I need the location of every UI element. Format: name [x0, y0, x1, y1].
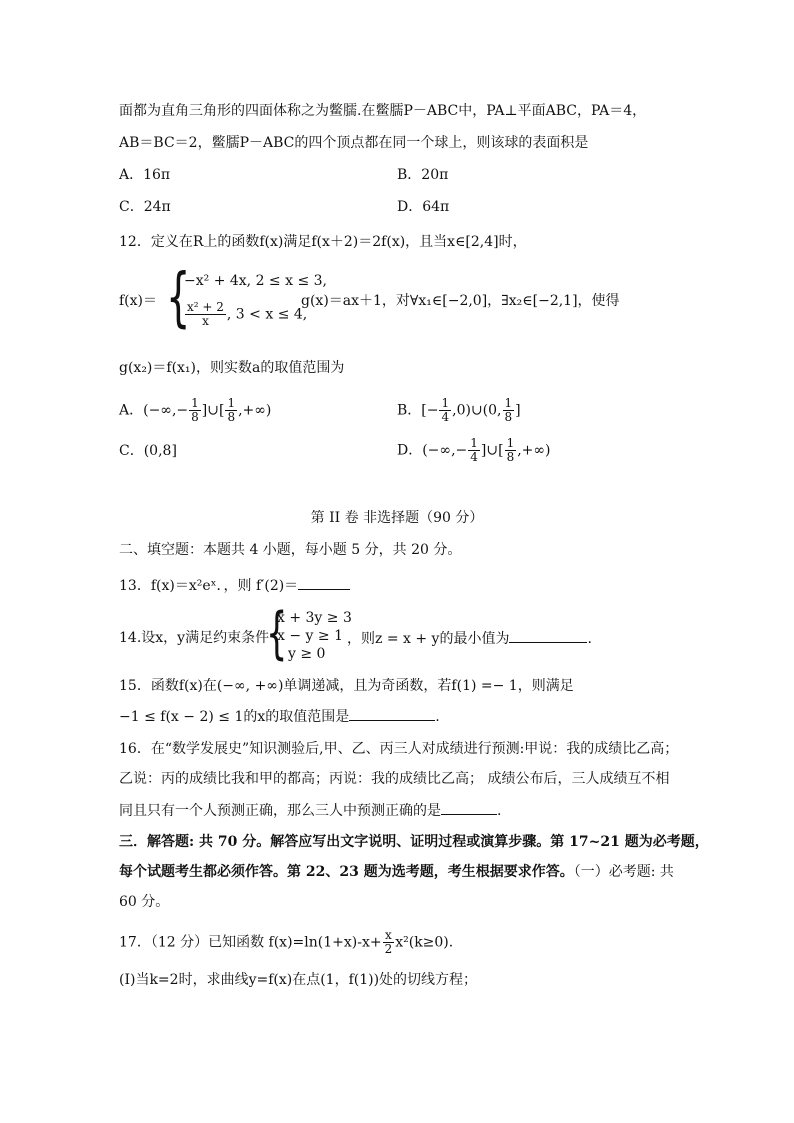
q11-option-a: A．16π — [119, 167, 171, 183]
q12-case2-den: x — [202, 314, 209, 328]
q17-part1: (Ⅰ)当k=2时，求曲线y=f(x)在点(1，f(1))处的切线方程； — [119, 972, 478, 988]
q15-line2: −1 ≤ f(x − 2) ≤ 1的x的取值范围是 . — [119, 706, 440, 727]
q14-constraint-1: x + 3y ≥ 3 — [277, 610, 352, 626]
q12-case2 — [184, 301, 307, 328]
q13: 13．f(x)＝x²eˣ．，则 f′(2)＝ — [119, 575, 350, 596]
q14-constraint-2: x − y ≥ 1 — [277, 628, 343, 644]
q16-line1: 16．在“数学发展史”知识测验后,甲、乙、丙三人对成绩进行预测:甲说：我的成绩比乙高； — [119, 741, 679, 757]
q12-d-frac2: $\frac{1}{8}$ — [506, 436, 515, 464]
q12-option-c: C．(0,8] — [119, 443, 177, 459]
q16-line2: 乙说：丙的成绩比我和甲的都高；丙说：我的成绩比乙高； 成绩公布后，三人成绩互不相 — [119, 771, 670, 787]
q14-pre: 14.设x，y满足约束条件 — [119, 630, 270, 646]
q12-option-d: D．(−∞,− $\frac{1}{4}$ ]∪[ $\frac{1}{8}$ ,+∞) — [397, 436, 551, 464]
q12-fx-lhs: f(x)＝ — [119, 293, 158, 309]
q17-fraction: $\frac{x}{2}$ — [384, 928, 393, 956]
q12-line3: g(x₂)＝f(x₁)，则实数a的取值范围为 — [119, 360, 345, 376]
q11-option-d: D．64π — [397, 199, 450, 215]
q14-constraint-brace: { — [266, 601, 288, 666]
q12-stem: 12．定义在R上的函数f(x)满足f(x＋2)＝2f(x)，且当x∈[2,4]时， — [119, 234, 527, 250]
q15-answer-blank[interactable] — [349, 706, 435, 721]
q13-answer-blank[interactable] — [298, 575, 350, 590]
q11-stem-line1: 面都为直角三角形的四面体称之为鳖臑.在鳖臑P－ABC中，PA⊥平面ABC，PA＝4， — [119, 103, 647, 119]
q12-option-a: A．(−∞,− $\frac{1}{8}$ ]∪[ $\frac{1}{8}$ ,+∞) — [119, 396, 272, 424]
q12-b-frac1: $\frac{1}{4}$ — [441, 396, 450, 424]
q12-case2-fraction — [185, 301, 226, 328]
q11-stem-line2: AB＝BC＝2，鳖臑P－ABC的四个顶点都在同一个球上，则该球的表面积是 — [119, 135, 589, 151]
q14-post: ，则z = x + y的最小值为 . — [347, 628, 592, 649]
q15-line1: 15．函数f(x)在(−∞, +∞)单调递减，且为奇函数，若f(1) =− 1，则满足 — [119, 678, 574, 694]
q16-answer-blank[interactable] — [441, 800, 497, 815]
section3-line1: 三．解答题: 共 70 分。解答应写出文字说明、证明过程或演算步骤。第 17~21 题为必考题， — [119, 834, 709, 850]
q12-case2-num: x² + 2 — [187, 300, 224, 314]
q12-gx: g(x)＝ax＋1，对∀x₁∈[−2,0]，∃x₂∈[−2,1]，使得 — [301, 293, 620, 309]
q12-option-b: B．[− $\frac{1}{4}$ ,0)∪(0, $\frac{1}{8}$ ] — [397, 396, 521, 424]
q12-a-frac2: $\frac{1}{8}$ — [227, 396, 236, 424]
q14-answer-blank[interactable] — [509, 628, 587, 643]
q14-constraint-3: y ≥ 0 — [288, 646, 326, 662]
q12-case2-tail: , 3 < x ≤ 4, — [226, 306, 308, 323]
q12-b-frac2: $\frac{1}{8}$ — [504, 396, 513, 424]
section3-line3: 60 分。 — [119, 894, 170, 910]
q11-option-c: C．24π — [119, 199, 171, 215]
q17-stem: 17．（12 分）已知函数 f(x)=ln(1+x)-x+ $\frac{x}{2}$ x²(k≥0). — [119, 928, 454, 956]
part2-title: 第 II 卷 非选择题（90 分） — [310, 510, 484, 526]
section2-heading: 二、填空题：本题共 4 小题，每小题 5 分，共 20 分。 — [119, 542, 462, 558]
q12-d-frac1: $\frac{1}{4}$ — [470, 436, 478, 464]
q12-case1: −x² + 4x, 2 ≤ x ≤ 3, — [184, 273, 327, 289]
q12-piecewise-brace: { — [166, 261, 191, 335]
q11-option-b: B．20π — [397, 167, 449, 183]
q12-a-frac1: $\frac{1}{8}$ — [191, 396, 199, 424]
section3-line2: 每个试题考生都必须作答。第 22、23 题为选考题，考生根据要求作答。（一）必考题: 共 — [119, 864, 674, 880]
q16-line3: 同且只有一个人预测正确，那么三人中预测正确的是 . — [119, 800, 501, 821]
